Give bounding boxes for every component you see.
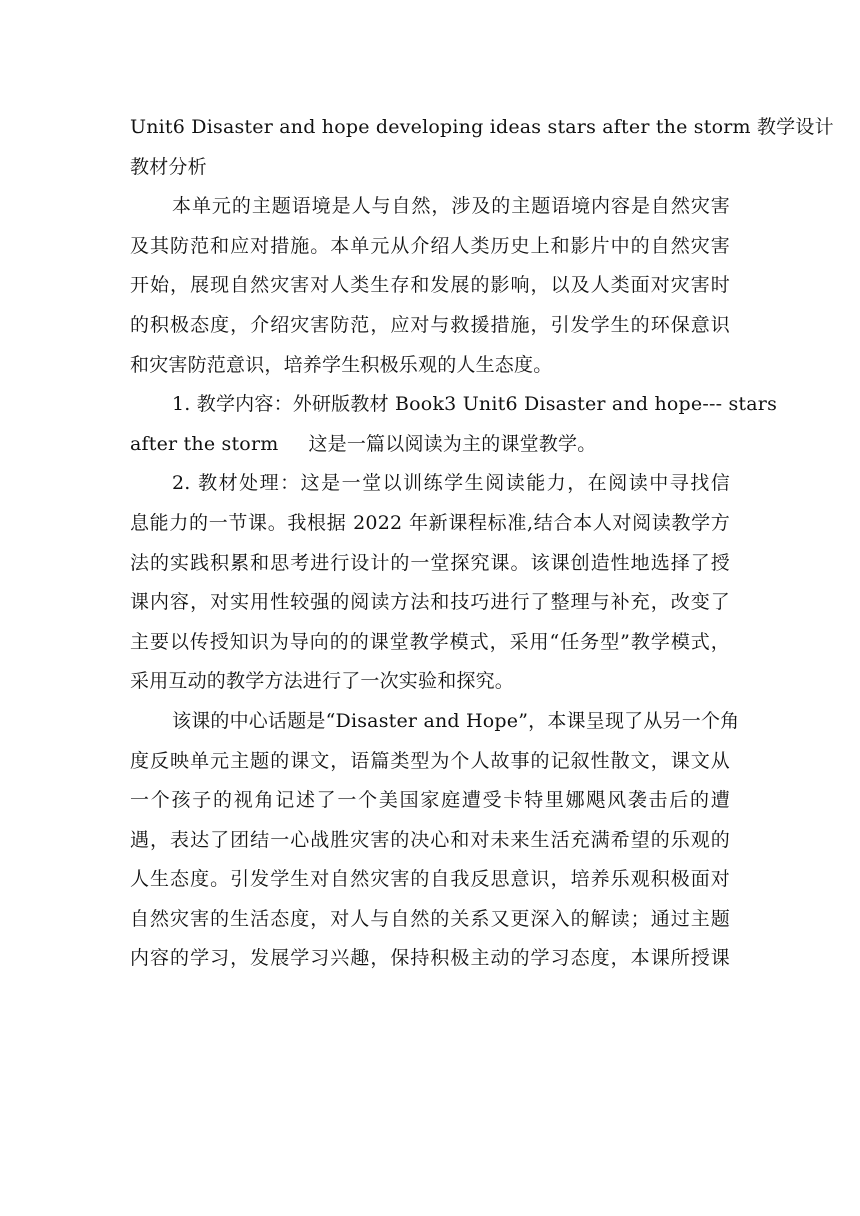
document-body [130,108,834,979]
paragraph-line: 息能力的一节课。我根据 2022 年新课程标准,结合本人对阅读教学方 [130,511,730,534]
paragraph-line: 内容的学习，发展学习兴趣，保持积极主动的学习态度，本课所授课 [130,947,730,970]
paragraph-line-start: after the storm [130,432,279,455]
paragraph-central-topic [130,702,740,979]
paragraph-line: 遇，表达了团结一心战胜灾害的决心和对未来生活充满希望的乐观的 [130,828,730,851]
paragraph-line [130,425,730,465]
document-title: Unit6 Disaster and hope developing ideas stars after the storm 教学设计 [130,116,834,138]
paragraph-line: 开始，展现自然灾害对人类生存和发展的影响，以及人类面对灾害时 [130,274,730,297]
section-heading: 教材分析 [130,155,207,178]
paragraph-line: 本单元的主题语境是人与自然，涉及的主题语境内容是自然灾害 [172,195,730,218]
paragraph-line: 度反映单元主题的课文，语篇类型为个人故事的记叙性散文，课文从 [130,749,730,772]
paragraph-line-tail: 这是一篇以阅读为主的课堂教学。 [308,432,597,455]
paragraph-line: 一个孩子的视角记述了一个美国家庭遭受卡特里娜飓风袭击后的遭 [130,789,730,812]
paragraph-line: 课内容，对实用性较强的阅读方法和技巧进行了整理与补充，改变了 [130,591,730,614]
paragraph-line: 1. 教学内容：外研版教材 Book3 Unit6 Disaster and hope--- stars [172,393,778,416]
paragraph-line: 自然灾害的生活态度，对人与自然的关系又更深入的解读；通过主题 [130,907,730,930]
paragraph-line: 和灾害防范意识，培养学生积极乐观的人生态度。 [130,353,553,376]
paragraph-line: 采用互动的教学方法进行了一次实验和探究。 [130,670,515,693]
paragraph-material-processing [130,464,730,702]
paragraph-line: 的积极态度，介绍灾害防范，应对与救援措施，引发学生的环保意识 [130,313,730,336]
paragraph-theme-context [130,187,730,385]
paragraph-line: 该课的中心话题是“Disaster and Hope”，本课呈现了从另一个角 [172,709,740,732]
paragraph-line: 法的实践积累和思考进行设计的一堂探究课。该课创造性地选择了授 [130,551,730,574]
paragraph-line: 主要以传授知识为导向的的课堂教学模式，采用“任务型”教学模式， [130,630,730,653]
paragraph-line: 及其防范和应对措施。本单元从介绍人类历史上和影片中的自然灾害 [130,234,730,257]
paragraph-teaching-content [130,385,778,464]
paragraph-line: 2. 教材处理：这是一堂以训练学生阅读能力，在阅读中寻找信 [172,472,730,495]
paragraph-line: 人生态度。引发学生对自然灾害的自我反思意识，培养乐观积极面对 [130,868,730,891]
